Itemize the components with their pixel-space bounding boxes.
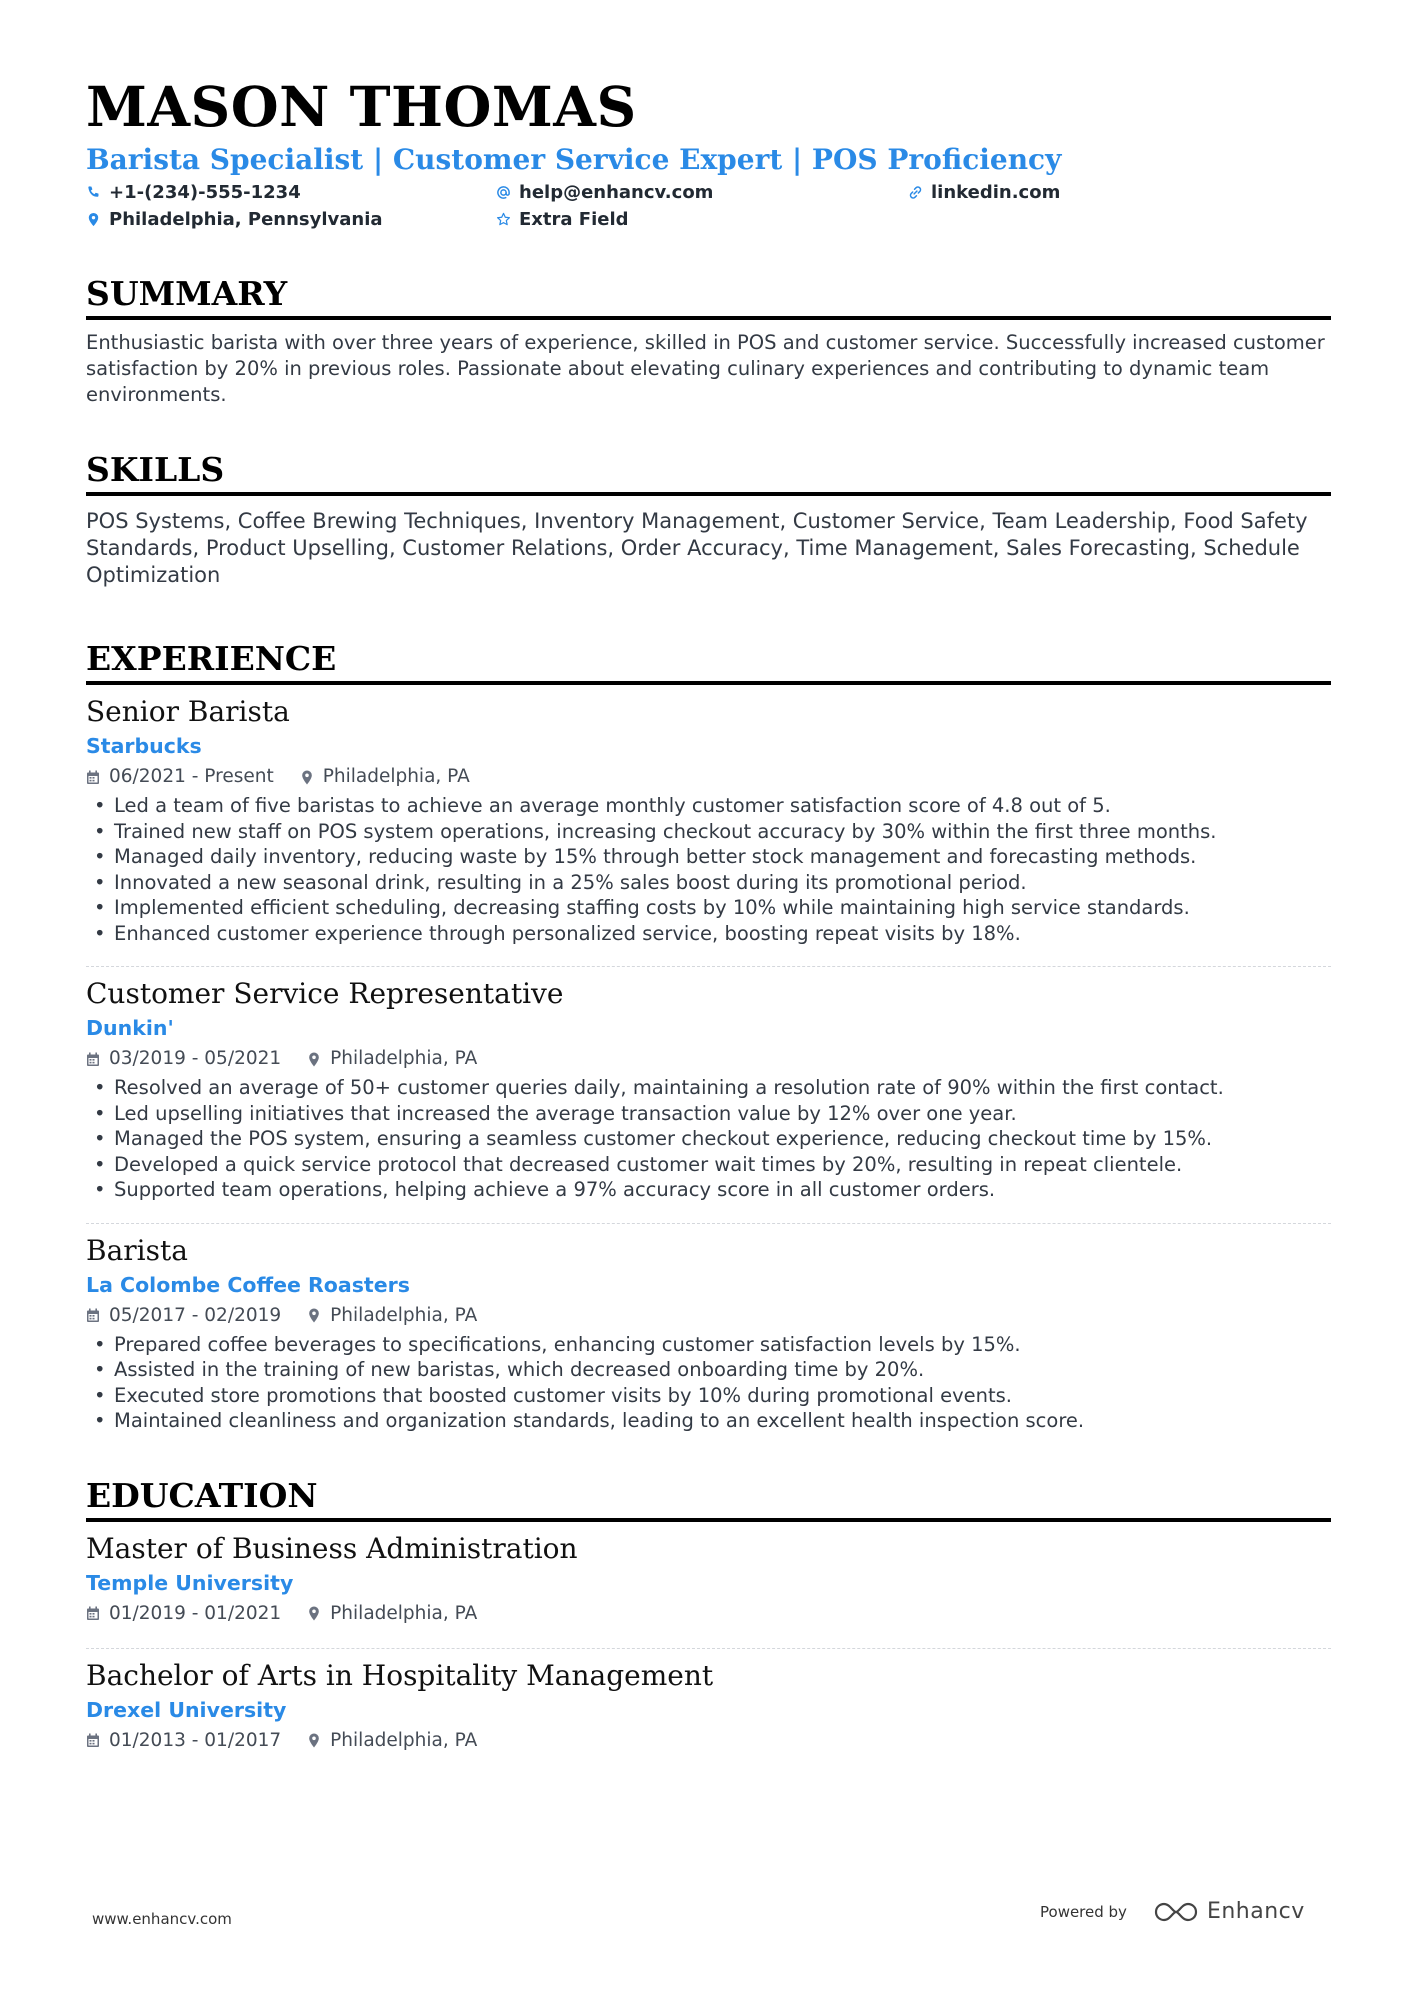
job-title: Senior Barista bbox=[86, 695, 290, 728]
pin-icon bbox=[307, 1733, 321, 1748]
location-text: Philadelphia, Pennsylvania bbox=[109, 209, 383, 230]
candidate-tagline: Barista Specialist | Customer Service Expert | POS Proficiency bbox=[86, 143, 1062, 176]
email-text: help@enhancv.com bbox=[519, 182, 714, 203]
bullet-item: • Enhanced customer experience through personalized service, boosting repeat visits by 18%. bbox=[86, 921, 1331, 947]
enhancv-brand-text: Enhancv bbox=[1206, 1899, 1305, 1924]
skills-text: POS Systems, Coffee Brewing Techniques, Inventory Management, Customer Service, Team Leadership, Food Safety Standards, Product Upselling, Customer Relations, Order Accuracy, Time Management, Sales Forecasting, Schedule Optimization bbox=[86, 509, 1308, 587]
job-meta bbox=[86, 1045, 1331, 1073]
pin-icon bbox=[307, 1052, 321, 1067]
job-bullets bbox=[86, 1332, 1331, 1434]
job-meta bbox=[86, 1302, 1331, 1330]
resume-page bbox=[86, 76, 1331, 1755]
company-name[interactable]: Dunkin' bbox=[86, 1016, 174, 1040]
education-location bbox=[307, 1600, 477, 1628]
bullet-item: • Implemented efficient scheduling, decreasing staffing costs by 10% while maintaining high service standards. bbox=[86, 895, 1331, 921]
contact-extra bbox=[496, 209, 629, 230]
summary-section bbox=[86, 274, 1331, 408]
degree-title: Bachelor of Arts in Hospitality Management bbox=[86, 1658, 714, 1692]
bullet-item: • Innovated a new seasonal drink, resulting in a 25% sales boost during its promotional period. bbox=[86, 870, 1331, 896]
calendar-icon bbox=[86, 770, 100, 785]
enhancv-logo-icon bbox=[1153, 1900, 1199, 1924]
job-entry bbox=[86, 695, 1331, 946]
candidate-name: MASON THOMAS bbox=[86, 74, 637, 139]
bullet-item: • Executed store promotions that boosted customer visits by 10% during promotional events. bbox=[86, 1383, 1331, 1409]
job-bullets bbox=[86, 793, 1331, 946]
contact-info bbox=[86, 182, 1331, 240]
bullet-item: • Led upselling initiatives that increased the average transaction value by 12% over one year. bbox=[86, 1101, 1331, 1127]
education-location-text: Philadelphia, PA bbox=[330, 1729, 478, 1751]
bullet-item: • Managed the POS system, ensuring a seamless customer checkout experience, reducing checkout time by 15%. bbox=[86, 1126, 1331, 1152]
job-dates: 03/2019 - 05/2021 bbox=[109, 1048, 282, 1069]
job-location-text: Philadelphia, PA bbox=[330, 1304, 478, 1326]
calendar-icon bbox=[86, 1733, 100, 1748]
phone-icon bbox=[86, 185, 101, 200]
entry-divider bbox=[86, 1648, 1331, 1649]
bullet-item: • Trained new staff on POS system operations, increasing checkout accuracy by 30% within the first three months. bbox=[86, 819, 1331, 845]
enhancv-brand[interactable] bbox=[1153, 1899, 1305, 1924]
education-meta bbox=[86, 1727, 1331, 1755]
calendar-icon bbox=[86, 1606, 100, 1621]
job-location bbox=[307, 1302, 477, 1330]
resume-header bbox=[86, 76, 1331, 240]
company-name[interactable]: La Colombe Coffee Roasters bbox=[86, 1272, 410, 1297]
education-meta bbox=[86, 1600, 1331, 1628]
phone-text: +1-(234)-555-1234 bbox=[109, 182, 301, 203]
at-icon bbox=[496, 185, 511, 200]
job-entry bbox=[86, 977, 1331, 1203]
summary-text: Enthusiastic barista with over three years of experience, skilled in POS and customer service. Successfully increased customer satisfaction by 20% in previous roles. Passionate about elevating culinary experiences and contributing to dynamic team environments. bbox=[86, 331, 1325, 406]
star-icon bbox=[496, 212, 511, 227]
degree-title: Master of Business Administration bbox=[86, 1531, 578, 1565]
entry-divider bbox=[86, 966, 1331, 967]
job-meta bbox=[86, 763, 1331, 791]
linkedin-text: linkedin.com bbox=[931, 182, 1061, 203]
bullet-item: • Maintained cleanliness and organization standards, leading to an excellent health inspection score. bbox=[86, 1408, 1331, 1434]
pin-icon bbox=[86, 212, 101, 227]
education-entry bbox=[86, 1532, 1331, 1628]
education-location-text: Philadelphia, PA bbox=[330, 1602, 478, 1624]
experience-section bbox=[86, 639, 1331, 1434]
job-location-text: Philadelphia, PA bbox=[330, 1048, 478, 1069]
entry-divider bbox=[86, 1223, 1331, 1224]
job-dates: 05/2017 - 02/2019 bbox=[109, 1304, 282, 1326]
pin-icon bbox=[300, 770, 314, 785]
bullet-item: • Assisted in the training of new baristas, which decreased onboarding time by 20%. bbox=[86, 1357, 1331, 1383]
link-icon bbox=[908, 185, 923, 200]
education-dates: 01/2019 - 01/2021 bbox=[109, 1602, 282, 1624]
bullet-item: • Developed a quick service protocol that decreased customer wait times by 20%, resulting in repeat clientele. bbox=[86, 1152, 1331, 1178]
contact-location bbox=[86, 209, 383, 230]
job-location bbox=[307, 1045, 477, 1073]
footer-website[interactable]: www.enhancv.com bbox=[92, 1910, 232, 1928]
pin-icon bbox=[307, 1308, 321, 1323]
job-title: Customer Service Representative bbox=[86, 977, 564, 1010]
job-title: Barista bbox=[86, 1233, 188, 1267]
contact-phone[interactable] bbox=[86, 182, 301, 203]
skills-heading: SKILLS bbox=[86, 450, 1331, 496]
contact-linkedin[interactable] bbox=[908, 182, 1060, 203]
job-entry bbox=[86, 1234, 1331, 1434]
summary-heading: SUMMARY bbox=[86, 274, 1331, 320]
bullet-item: • Resolved an average of 50+ customer queries daily, maintaining a resolution rate of 90% within the first contact. bbox=[86, 1075, 1331, 1101]
education-dates: 01/2013 - 01/2017 bbox=[109, 1729, 282, 1751]
footer-powered bbox=[1040, 1899, 1305, 1924]
job-bullets bbox=[86, 1075, 1331, 1203]
education-section bbox=[86, 1476, 1331, 1755]
bullet-item: • Led a team of five baristas to achieve an average monthly customer satisfaction score of 4.8 out of 5. bbox=[86, 793, 1331, 819]
education-entry bbox=[86, 1659, 1331, 1755]
extra-text: Extra Field bbox=[519, 209, 629, 230]
bullet-item: • Supported team operations, helping achieve a 97% accuracy score in all customer orders. bbox=[86, 1177, 1331, 1203]
calendar-icon bbox=[86, 1308, 100, 1323]
skills-section bbox=[86, 450, 1331, 589]
pin-icon bbox=[307, 1606, 321, 1621]
experience-heading: EXPERIENCE bbox=[86, 639, 1331, 685]
bullet-item: • Prepared coffee beverages to specifications, enhancing customer satisfaction levels by 15%. bbox=[86, 1332, 1331, 1358]
job-dates: 06/2021 - Present bbox=[109, 766, 274, 787]
company-name[interactable]: Starbucks bbox=[86, 734, 202, 758]
powered-by-label: Powered by bbox=[1040, 1902, 1127, 1921]
school-name[interactable]: Temple University bbox=[86, 1570, 294, 1595]
contact-email[interactable] bbox=[496, 182, 713, 203]
school-name[interactable]: Drexel University bbox=[86, 1697, 287, 1722]
job-location-text: Philadelphia, PA bbox=[322, 766, 470, 787]
bullet-item: • Managed daily inventory, reducing waste by 15% through better stock management and forecasting methods. bbox=[86, 844, 1331, 870]
education-heading: EDUCATION bbox=[86, 1476, 1331, 1522]
education-location bbox=[307, 1727, 477, 1755]
calendar-icon bbox=[86, 1052, 100, 1067]
job-location bbox=[300, 763, 470, 791]
